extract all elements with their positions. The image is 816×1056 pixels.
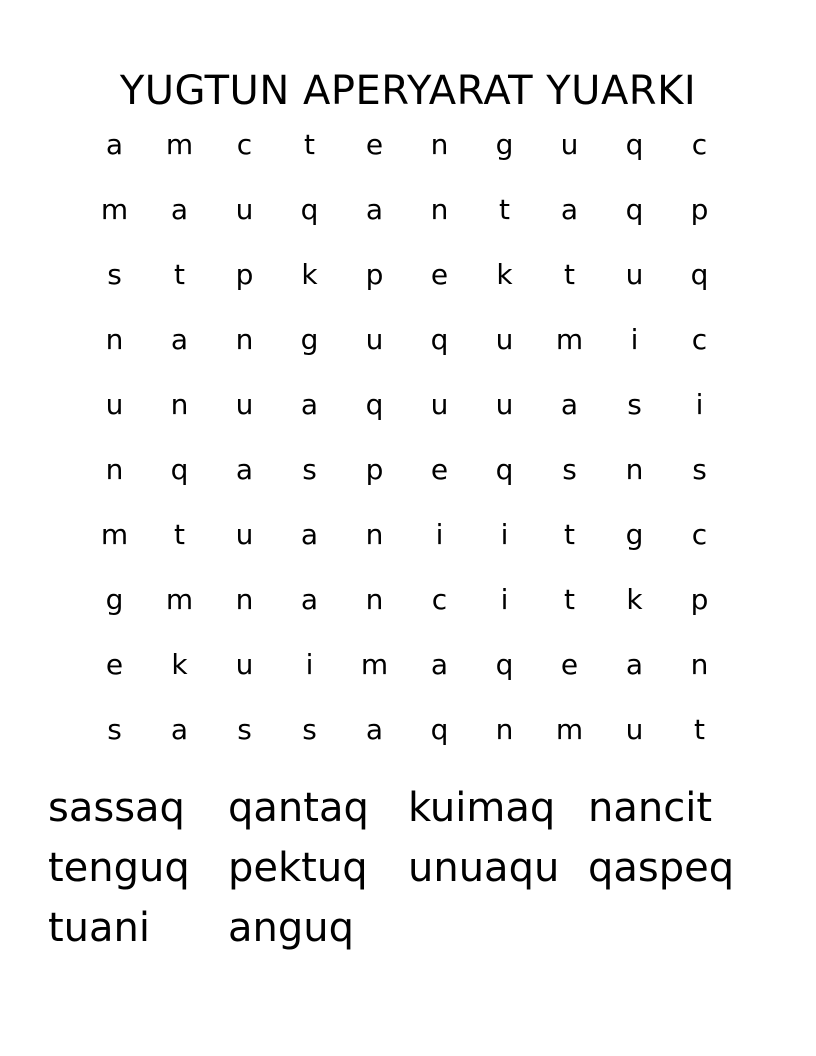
grid-letter: n: [430, 127, 449, 161]
grid-letter: c: [691, 322, 708, 356]
grid-letter: t: [564, 517, 575, 551]
grid-letter: u: [105, 387, 124, 421]
page-title: YUGTUN APERYARAT YUARKI: [119, 67, 697, 114]
grid-letter: m: [100, 517, 129, 551]
grid-letter: a: [170, 192, 189, 226]
grid-letter: a: [365, 712, 384, 746]
word-list: [48, 782, 788, 962]
letter-grid: [82, 112, 732, 762]
grid-letter: n: [365, 517, 384, 551]
grid-letter: a: [105, 127, 124, 161]
grid-letter: i: [305, 647, 314, 681]
word-list-item: qantaq: [228, 785, 369, 831]
grid-letter: a: [170, 712, 189, 746]
grid-letter: g: [625, 517, 644, 551]
grid-letter: s: [237, 712, 252, 746]
grid-letter: n: [495, 712, 514, 746]
grid-letter: t: [499, 192, 510, 226]
word-list-item: unuaqu: [408, 845, 560, 891]
grid-letter: q: [365, 387, 384, 421]
grid-letter: c: [236, 127, 253, 161]
grid-letter: a: [625, 647, 644, 681]
grid-letter: p: [365, 452, 384, 486]
grid-letter: n: [170, 387, 189, 421]
grid-letter: c: [431, 582, 448, 616]
grid-letter: c: [691, 517, 708, 551]
grid-letter: g: [495, 127, 514, 161]
word-list-item: tuani: [48, 905, 151, 951]
grid-letter: t: [694, 712, 705, 746]
word-list-item: anguq: [228, 905, 354, 951]
grid-letter: k: [301, 257, 318, 291]
grid-letter: q: [625, 127, 644, 161]
grid-letter: p: [690, 192, 709, 226]
grid-letter: u: [560, 127, 579, 161]
word-list-item: nancit: [588, 785, 713, 831]
grid-letter: m: [165, 127, 194, 161]
grid-letter: e: [560, 647, 579, 681]
grid-letter: q: [495, 452, 514, 486]
grid-letter: u: [365, 322, 384, 356]
grid-letter: n: [430, 192, 449, 226]
grid-letter: i: [435, 517, 444, 551]
grid-letter: n: [625, 452, 644, 486]
word-list-item: tenguq: [48, 845, 190, 891]
grid-letter: u: [235, 387, 254, 421]
grid-letter: s: [627, 387, 642, 421]
grid-letter: s: [302, 452, 317, 486]
grid-letter: m: [165, 582, 194, 616]
grid-letter: a: [300, 582, 319, 616]
grid-letter: c: [691, 127, 708, 161]
grid-letter: e: [365, 127, 384, 161]
grid-letter: q: [170, 452, 189, 486]
grid-letter: m: [100, 192, 129, 226]
grid-letter: a: [365, 192, 384, 226]
grid-letter: s: [302, 712, 317, 746]
grid-letter: t: [304, 127, 315, 161]
grid-letter: a: [170, 322, 189, 356]
grid-letter: u: [495, 322, 514, 356]
grid-letter: e: [430, 257, 449, 291]
word-list-item: qaspeq: [588, 845, 735, 891]
grid-letter: p: [690, 582, 709, 616]
grid-letter: u: [235, 517, 254, 551]
grid-letter: u: [235, 647, 254, 681]
grid-letter: n: [105, 452, 124, 486]
grid-letter: e: [105, 647, 124, 681]
grid-letter: a: [300, 517, 319, 551]
word-list-item: pektuq: [228, 845, 368, 891]
grid-letter: k: [171, 647, 188, 681]
grid-letter: a: [235, 452, 254, 486]
word-list-item: sassaq: [48, 785, 185, 831]
grid-letter: k: [626, 582, 643, 616]
grid-letter: g: [105, 582, 124, 616]
word-list-item: kuimaq: [408, 785, 556, 831]
grid-letter: n: [690, 647, 709, 681]
grid-letter: t: [174, 517, 185, 551]
grid-letter: n: [365, 582, 384, 616]
grid-letter: t: [564, 257, 575, 291]
grid-letter: a: [430, 647, 449, 681]
grid-letter: u: [235, 192, 254, 226]
grid-letter: t: [174, 257, 185, 291]
grid-letter: q: [430, 712, 449, 746]
grid-letter: n: [235, 582, 254, 616]
grid-letter: i: [695, 387, 704, 421]
grid-letter: m: [555, 712, 584, 746]
grid-letter: q: [300, 192, 319, 226]
grid-letter: u: [625, 712, 644, 746]
grid-letter: q: [430, 322, 449, 356]
grid-letter: k: [496, 257, 513, 291]
grid-letter: a: [300, 387, 319, 421]
grid-letter: q: [690, 257, 709, 291]
grid-letter: n: [105, 322, 124, 356]
grid-letter: i: [500, 582, 509, 616]
grid-letter: u: [625, 257, 644, 291]
grid-letter: u: [430, 387, 449, 421]
grid-letter: i: [630, 322, 639, 356]
grid-letter: e: [430, 452, 449, 486]
grid-letter: q: [625, 192, 644, 226]
grid-letter: m: [360, 647, 389, 681]
grid-letter: n: [235, 322, 254, 356]
grid-letter: s: [692, 452, 707, 486]
grid-letter: p: [365, 257, 384, 291]
grid-letter: u: [495, 387, 514, 421]
grid-letter: a: [560, 387, 579, 421]
grid-letter: p: [235, 257, 254, 291]
grid-letter: t: [564, 582, 575, 616]
grid-letter: g: [300, 322, 319, 356]
grid-letter: m: [555, 322, 584, 356]
grid-letter: s: [562, 452, 577, 486]
grid-letter: s: [107, 712, 122, 746]
grid-letter: s: [107, 257, 122, 291]
grid-letter: q: [495, 647, 514, 681]
grid-letter: i: [500, 517, 509, 551]
grid-letter: a: [560, 192, 579, 226]
